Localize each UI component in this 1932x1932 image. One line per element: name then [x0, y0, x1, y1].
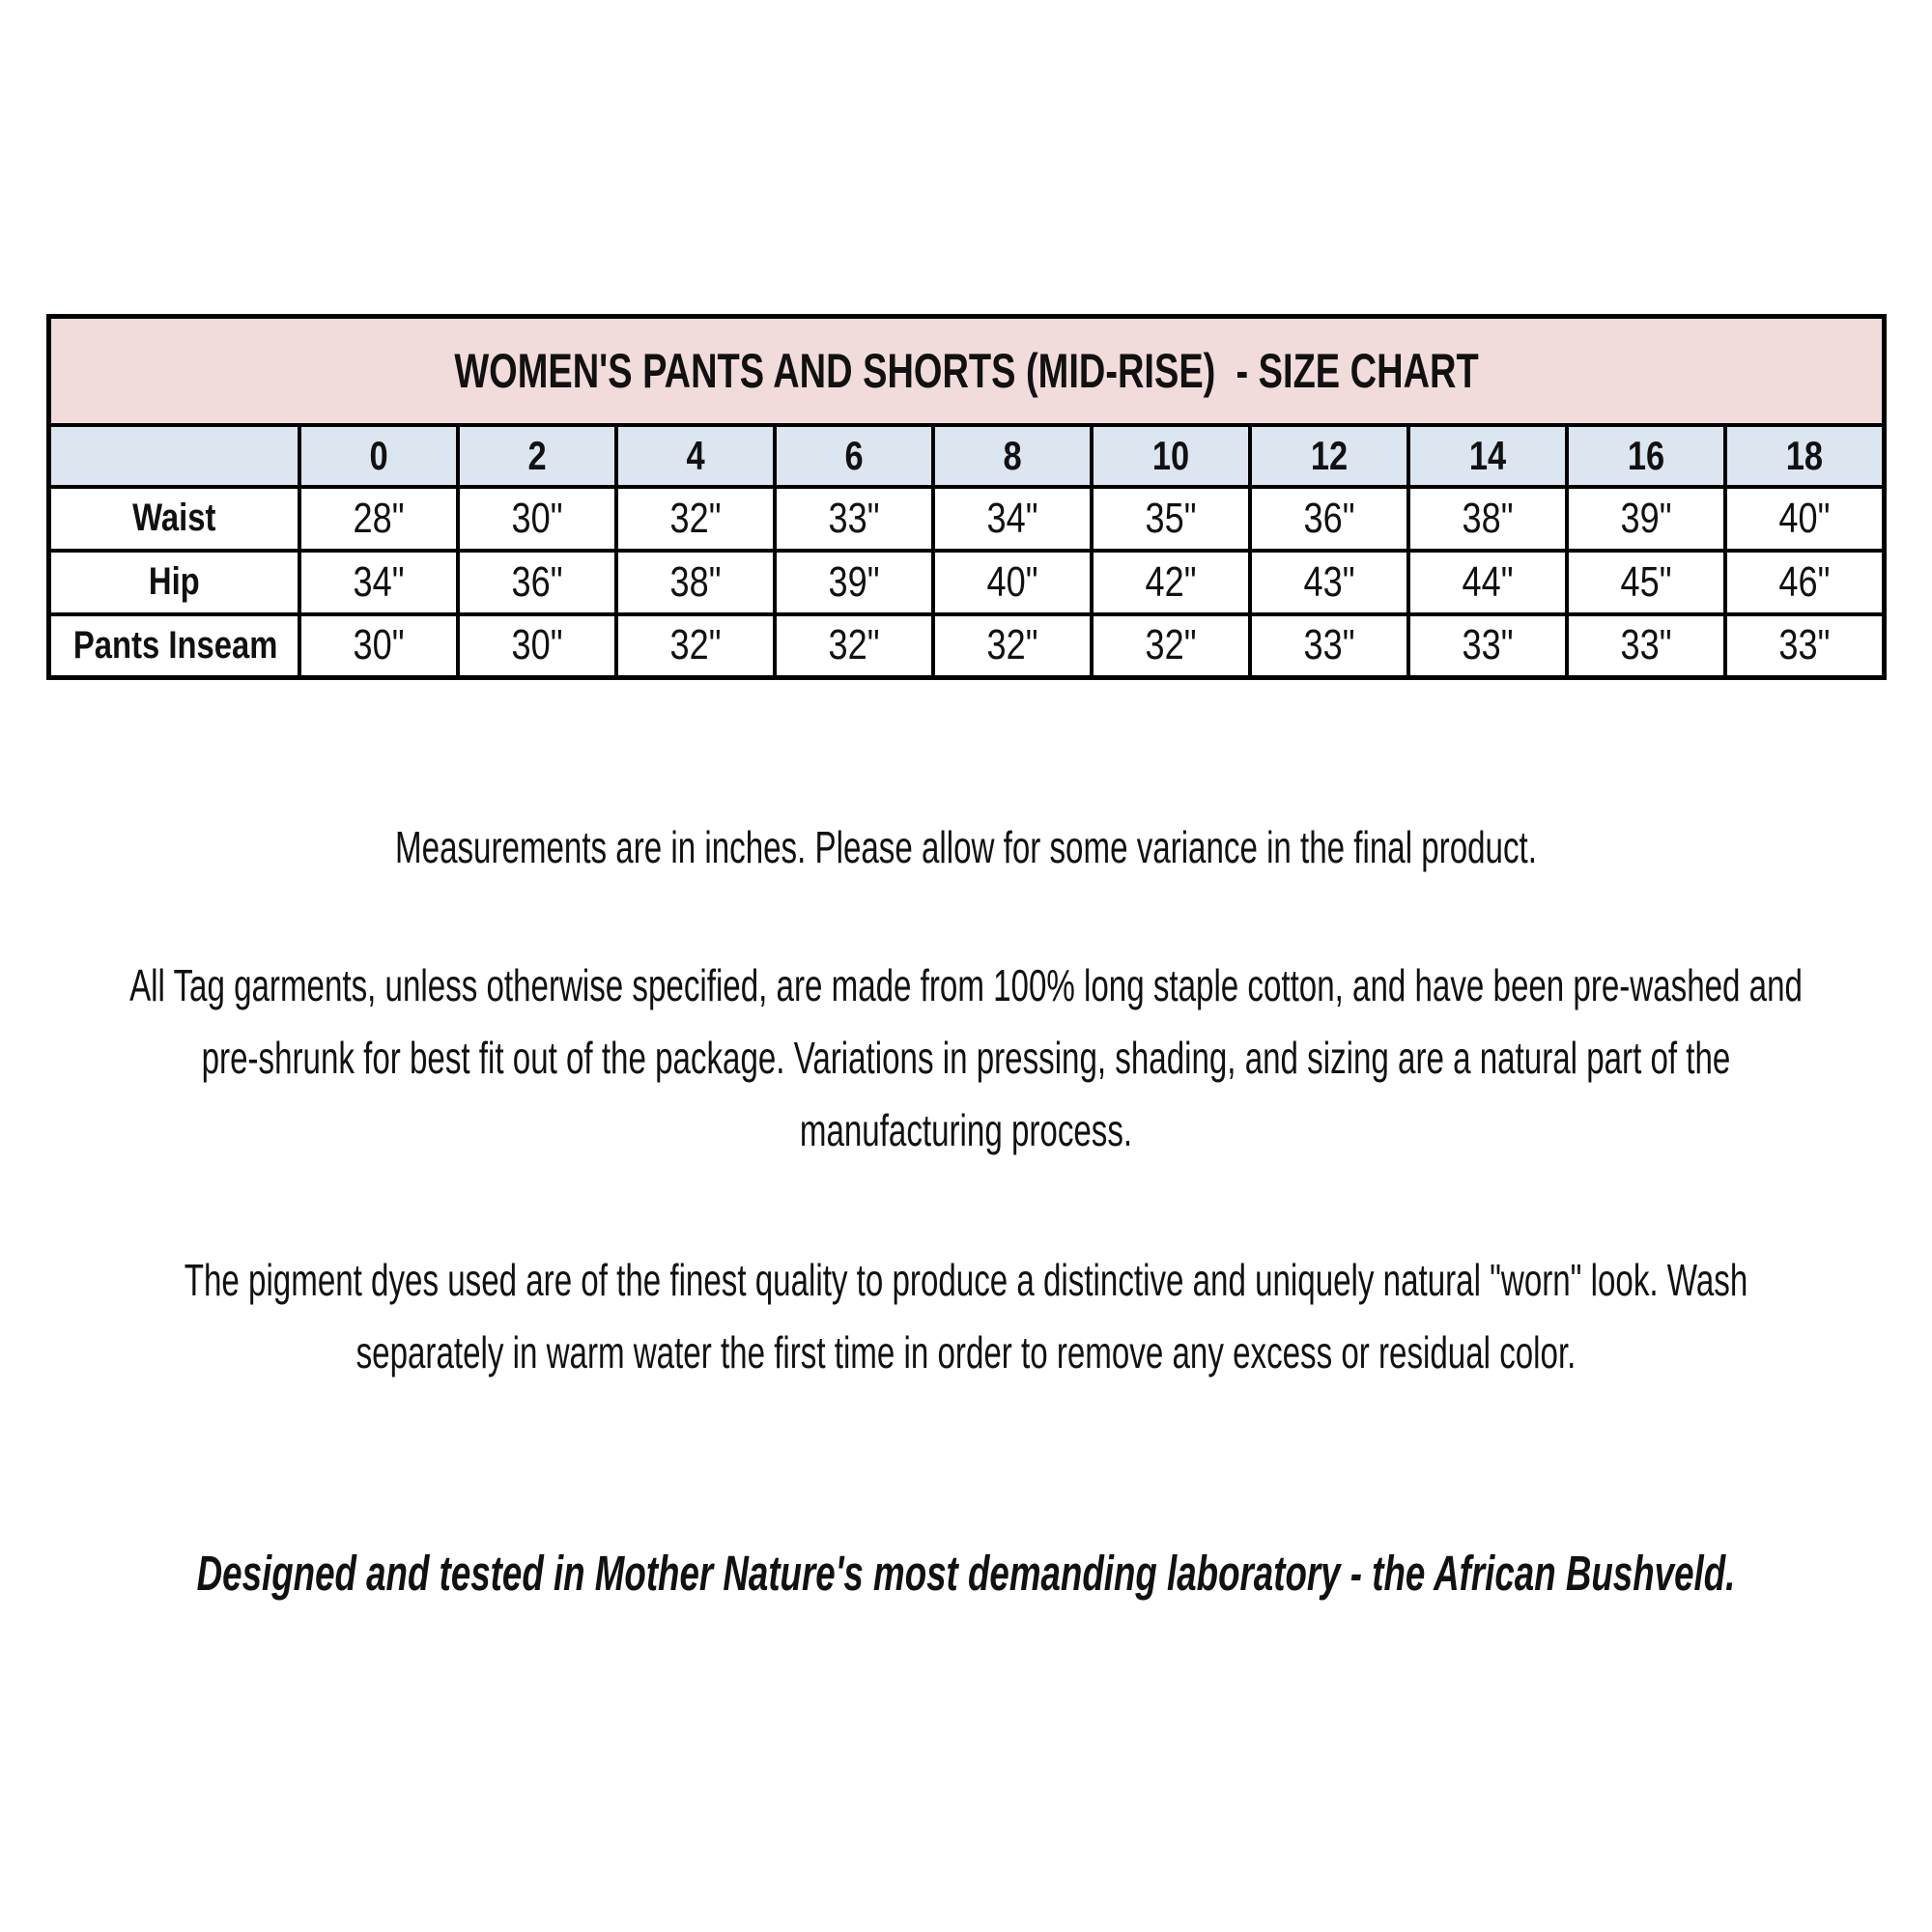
hip-value-cell [1092, 551, 1250, 614]
size-label: 6 [844, 432, 864, 478]
inseam-value-cell [1567, 614, 1725, 678]
size-label: 4 [686, 432, 705, 478]
size-header-row [49, 425, 1885, 487]
cell-value: 38" [1462, 494, 1514, 542]
cell-value: 33" [1778, 621, 1831, 669]
cell-value: 35" [1145, 494, 1197, 542]
size-header-cell [1408, 425, 1567, 487]
size-header-cell [933, 425, 1092, 487]
size-header-cell [1250, 425, 1408, 487]
size-header-cell [1567, 425, 1725, 487]
cell-value: 38" [669, 557, 722, 606]
inseam-value-cell [616, 614, 775, 678]
cell-value: 34" [353, 557, 405, 606]
inseam-value-cell [775, 614, 933, 678]
paragraph-line: pre-shrunk for best fit out of the package. Variations in pressing, shading, and sizing are a natural part of the [201, 1033, 1731, 1083]
hip-value-cell [1250, 551, 1408, 614]
cell-value: 33" [1303, 621, 1355, 669]
size-label: 10 [1151, 432, 1190, 478]
waist-value-cell [1250, 487, 1408, 551]
row-label-cell [49, 487, 299, 551]
hip-value-cell [775, 551, 933, 614]
size-chart [46, 314, 1887, 680]
cell-value: 33" [828, 494, 880, 542]
paragraph-line: separately in warm water the first time in order to remove any excess or residual color. [355, 1327, 1577, 1378]
table-row-waist [49, 487, 1885, 551]
row-label: Pants Inseam [72, 623, 278, 667]
table-row-hip [49, 551, 1885, 614]
hip-value-cell [933, 551, 1092, 614]
waist-value-cell [1092, 487, 1250, 551]
cell-value: 39" [828, 557, 880, 606]
paragraph-line: Measurements are in inches. Please allow for some variance in the final product. [395, 822, 1537, 872]
cell-value: 28" [353, 494, 405, 542]
hip-value-cell [1567, 551, 1725, 614]
waist-value-cell [616, 487, 775, 551]
cell-value: 32" [986, 621, 1038, 669]
cell-value: 45" [1620, 557, 1672, 606]
paragraph-line: All Tag garments, unless otherwise specified, are made from 100% long staple cotton, and have been pre-washed and [129, 960, 1803, 1010]
inseam-value-cell [1250, 614, 1408, 678]
waist-value-cell [933, 487, 1092, 551]
hip-value-cell [458, 551, 616, 614]
cell-value: 32" [669, 494, 722, 542]
table-title: WOMEN'S PANTS AND SHORTS (MID-RISE) - SIZE CHART [454, 343, 1479, 398]
hip-value-cell [1408, 551, 1567, 614]
title-row [49, 317, 1885, 425]
size-label: 12 [1310, 432, 1349, 478]
table-title-cell [49, 317, 1885, 425]
cell-value: 33" [1462, 621, 1514, 669]
corner-cell [49, 425, 299, 487]
inseam-value-cell [458, 614, 616, 678]
waist-value-cell [1567, 487, 1725, 551]
row-label-cell [49, 614, 299, 678]
size-header-cell [1092, 425, 1250, 487]
paragraph-measurements [0, 819, 1932, 875]
paragraph-dyes [0, 1244, 1932, 1389]
cell-value: 30" [511, 494, 563, 542]
size-chart-table [46, 314, 1887, 680]
cell-value: 36" [1303, 494, 1355, 542]
cell-value: 46" [1778, 557, 1831, 606]
size-label: 8 [1003, 432, 1022, 478]
cell-value: 40" [986, 557, 1038, 606]
paragraph-line: The pigment dyes used are of the finest quality to produce a distinctive and uniquely natural "worn" look. Wash [184, 1255, 1748, 1305]
paragraph-garments [0, 950, 1932, 1167]
cell-value: 43" [1303, 557, 1355, 606]
row-label: Waist [132, 497, 216, 539]
size-label: 2 [527, 432, 547, 478]
size-label: 14 [1468, 432, 1507, 478]
size-header-cell [616, 425, 775, 487]
size-header-cell [1725, 425, 1884, 487]
cell-value: 39" [1620, 494, 1672, 542]
cell-value: 32" [828, 621, 880, 669]
hip-value-cell [616, 551, 775, 614]
cell-value: 30" [511, 621, 563, 669]
paragraph-line: manufacturing process. [799, 1105, 1133, 1155]
cell-value: 33" [1620, 621, 1672, 669]
waist-value-cell [458, 487, 616, 551]
cell-value: 42" [1145, 557, 1197, 606]
size-header-cell [458, 425, 616, 487]
inseam-value-cell [933, 614, 1092, 678]
inseam-value-cell [1725, 614, 1884, 678]
cell-value: 32" [669, 621, 722, 669]
table-row-pants-inseam [49, 614, 1885, 678]
paragraph-line: Designed and tested in Mother Nature's most demanding laboratory - the African Bushveld. [196, 1546, 1736, 1601]
row-label-cell [49, 551, 299, 614]
inseam-value-cell [1408, 614, 1567, 678]
waist-value-cell [299, 487, 458, 551]
size-label: 16 [1627, 432, 1665, 478]
cell-value: 30" [353, 621, 405, 669]
cell-value: 32" [1145, 621, 1197, 669]
cell-value: 34" [986, 494, 1038, 542]
waist-value-cell [775, 487, 933, 551]
waist-value-cell [1725, 487, 1884, 551]
row-label: Hip [148, 560, 200, 603]
cell-value: 36" [511, 557, 563, 606]
waist-value-cell [1408, 487, 1567, 551]
hip-value-cell [299, 551, 458, 614]
inseam-value-cell [299, 614, 458, 678]
size-header-cell [299, 425, 458, 487]
inseam-value-cell [1092, 614, 1250, 678]
cell-value: 40" [1778, 494, 1831, 542]
hip-value-cell [1725, 551, 1884, 614]
size-label: 0 [369, 432, 388, 478]
size-label: 18 [1785, 432, 1824, 478]
cell-value: 44" [1462, 557, 1514, 606]
footer-tagline [0, 1544, 1932, 1604]
size-header-cell [775, 425, 933, 487]
